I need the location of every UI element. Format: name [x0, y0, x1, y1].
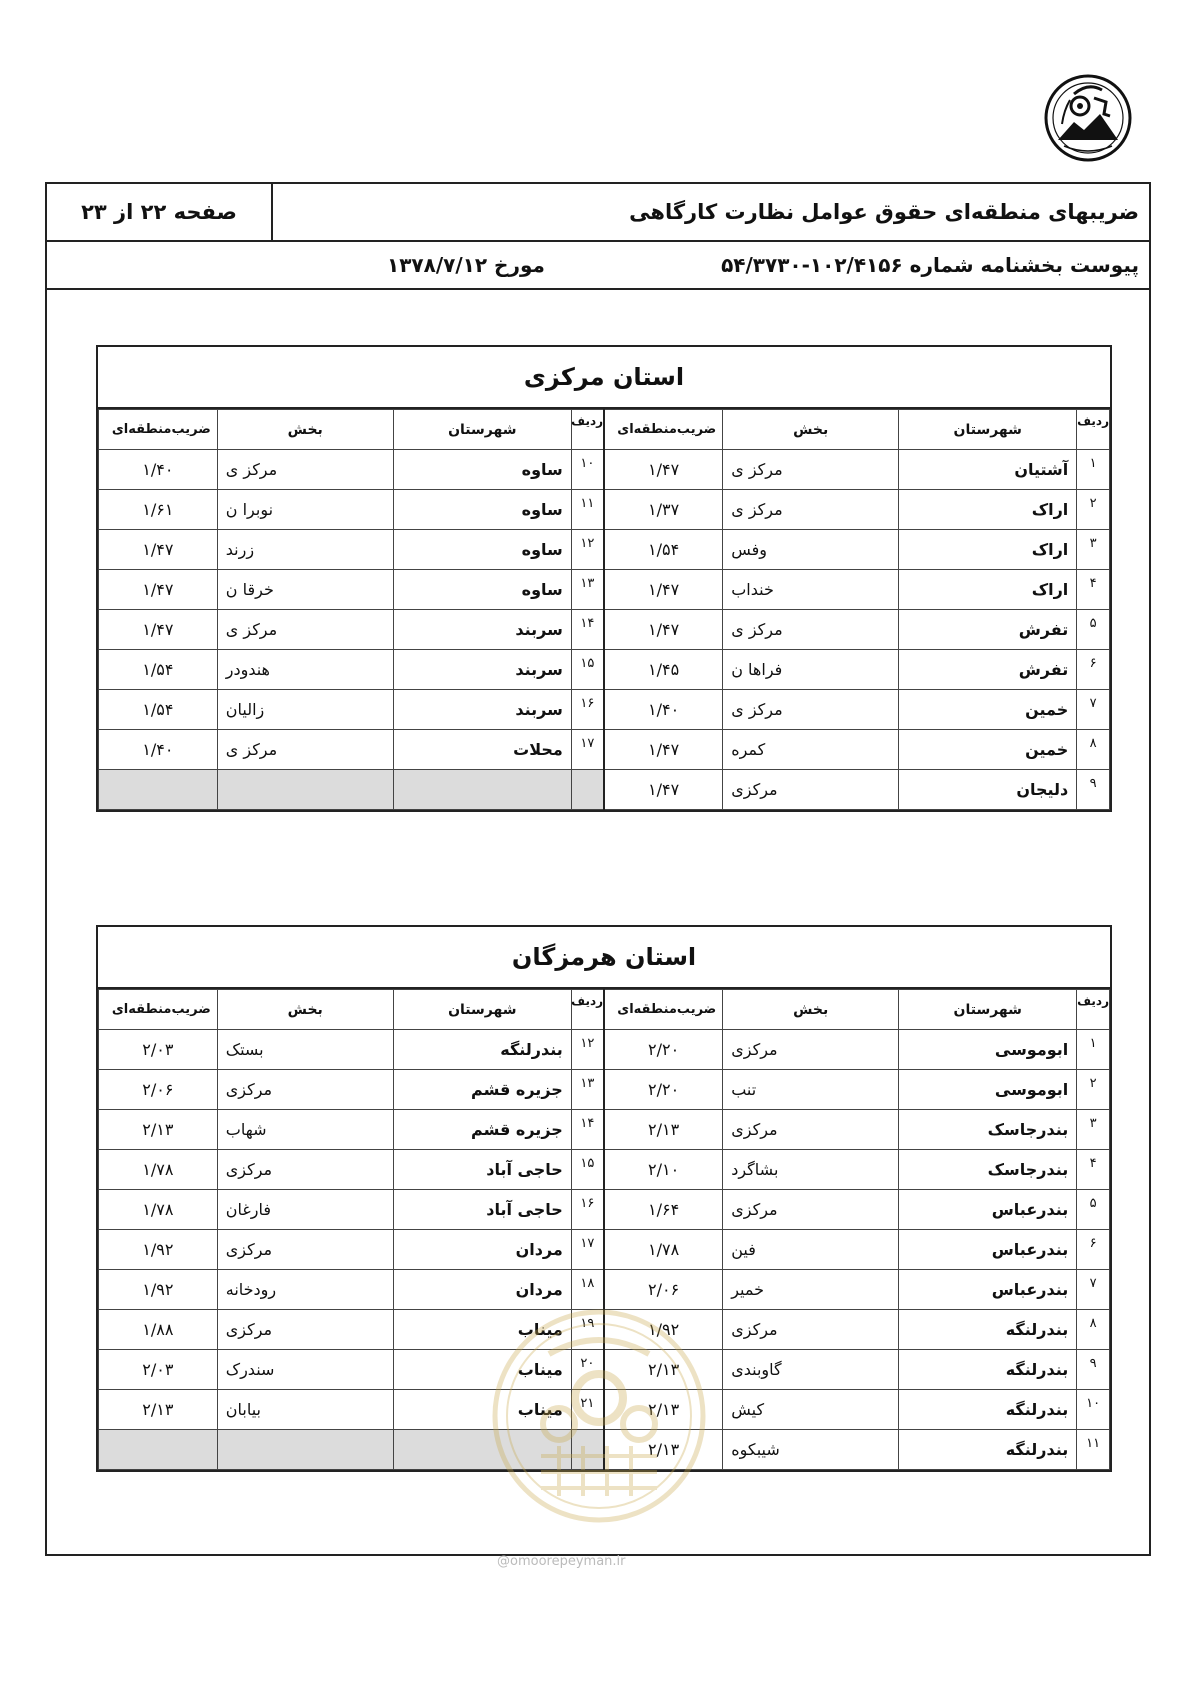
reference-row: [47, 242, 1149, 290]
table-row: [99, 450, 1110, 490]
row-number: ۱۲: [571, 1030, 604, 1070]
row-number: ۱۴: [571, 1110, 604, 1150]
row-number: ۱۴: [571, 610, 604, 650]
row-number: ۲۱: [571, 1390, 604, 1430]
coef-cell: ۲/۰۳: [99, 1030, 218, 1070]
city-cell: اراک: [899, 570, 1077, 610]
section-header: بخش: [217, 410, 393, 450]
circular-number: پیوست بخشنامه شماره ۱۰۲/۴۱۵۶-۵۴/۳۷۳۰: [721, 253, 1139, 277]
coef-cell: ۱/۴۷: [99, 530, 218, 570]
row-number: ۹: [1077, 1350, 1110, 1390]
city-header: شهرستان: [899, 410, 1077, 450]
city-cell: ابوموسی: [899, 1070, 1077, 1110]
table-row: [99, 1150, 1110, 1190]
city-cell: میناب: [393, 1310, 571, 1350]
row-number: ۶: [1077, 1230, 1110, 1270]
city-cell: بندرعباس: [899, 1190, 1077, 1230]
city-cell: بندرجاسک: [899, 1110, 1077, 1150]
table-row: [99, 730, 1110, 770]
table-row: [99, 1110, 1110, 1150]
coef-cell: ۲/۰۶: [99, 1070, 218, 1110]
coef-cell: ۱/۵۴: [99, 690, 218, 730]
city-cell: بندرلنگه: [899, 1310, 1077, 1350]
row-number: ۲: [1077, 490, 1110, 530]
section-cell: هندودر: [217, 650, 393, 690]
row-number: ۱۶: [571, 1190, 604, 1230]
coef-cell: ۱/۵۴: [604, 530, 723, 570]
section-cell: بستک: [217, 1030, 393, 1070]
section-cell: مرکز ی: [723, 690, 899, 730]
coef-cell: ۱/۴۷: [99, 570, 218, 610]
row-number: ۷: [1077, 1270, 1110, 1310]
organization-logo-icon: [1044, 74, 1132, 162]
city-cell: اراک: [899, 530, 1077, 570]
section-cell: مرکزی: [723, 1310, 899, 1350]
section-cell: مرکز ی: [217, 450, 393, 490]
section-header: بخش: [723, 410, 899, 450]
city-cell: جزیره قشم: [393, 1070, 571, 1110]
city-cell: حاجی آباد: [393, 1190, 571, 1230]
coefficient-table: [98, 409, 1110, 810]
city-cell: تفرش: [899, 650, 1077, 690]
city-cell: بندرلنگه: [393, 1030, 571, 1070]
city-cell: اراک: [899, 490, 1077, 530]
section-cell: نوبرا ن: [217, 490, 393, 530]
city-cell: دلیجان: [899, 770, 1077, 810]
row-number: ۴: [1077, 1150, 1110, 1190]
coef-cell: ۲/۲۰: [604, 1070, 723, 1110]
city-cell: جزیره قشم: [393, 1110, 571, 1150]
row-number: ۱: [1077, 450, 1110, 490]
coef-cell: [99, 770, 218, 810]
row-number: ۳: [1077, 530, 1110, 570]
city-cell: میناب: [393, 1390, 571, 1430]
table-row: [99, 770, 1110, 810]
coef-header: ضریب‌منطقه‌ای: [99, 410, 218, 450]
coef-cell: ۱/۸۸: [99, 1310, 218, 1350]
city-cell: خمین: [899, 730, 1077, 770]
city-cell: آشتیان: [899, 450, 1077, 490]
row-number: ۵: [1077, 1190, 1110, 1230]
coef-cell: ۱/۹۲: [99, 1230, 218, 1270]
table-row: [99, 1230, 1110, 1270]
section-cell: شهاب: [217, 1110, 393, 1150]
coef-cell: ۱/۴۰: [604, 690, 723, 730]
coef-cell: ۱/۴۵: [604, 650, 723, 690]
row-number: ۱۳: [571, 1070, 604, 1110]
row-header: ردیف: [1077, 410, 1110, 450]
table-header-row: [99, 410, 1110, 450]
city-cell: بندرجاسک: [899, 1150, 1077, 1190]
section-cell: خنداب: [723, 570, 899, 610]
row-number: ۲: [1077, 1070, 1110, 1110]
section-cell: مرکز ی: [723, 490, 899, 530]
city-cell: ابوموسی: [899, 1030, 1077, 1070]
coef-cell: ۱/۹۲: [604, 1310, 723, 1350]
city-cell: سربند: [393, 650, 571, 690]
row-number: ۱۸: [571, 1270, 604, 1310]
city-cell: بندرعباس: [899, 1230, 1077, 1270]
city-cell: ساوه: [393, 530, 571, 570]
coef-cell: ۲/۱۳: [99, 1390, 218, 1430]
table-row: [99, 1270, 1110, 1310]
city-cell: سربند: [393, 610, 571, 650]
coef-cell: ۲/۱۳: [604, 1110, 723, 1150]
section-header: بخش: [723, 990, 899, 1030]
section-cell: مرکزی: [217, 1230, 393, 1270]
section-cell: مرکزی: [723, 1030, 899, 1070]
city-cell: ساوه: [393, 570, 571, 610]
coef-header: ضریب‌منطقه‌ای: [604, 410, 723, 450]
section-cell: سندرک: [217, 1350, 393, 1390]
table-row: [99, 610, 1110, 650]
section-cell: [217, 770, 393, 810]
section-cell: فارغان: [217, 1190, 393, 1230]
coef-cell: ۱/۴۷: [99, 610, 218, 650]
row-number: ۱۵: [571, 650, 604, 690]
city-cell: بندرلنگه: [899, 1430, 1077, 1470]
coef-cell: ۱/۶۱: [99, 490, 218, 530]
city-cell: بندرلنگه: [899, 1390, 1077, 1430]
coef-cell: ۱/۴۷: [604, 450, 723, 490]
section-cell: کیش: [723, 1390, 899, 1430]
table-row: [99, 1190, 1110, 1230]
row-number: [571, 770, 604, 810]
coef-cell: ۱/۴۰: [99, 730, 218, 770]
city-header: شهرستان: [393, 410, 571, 450]
coef-cell: ۱/۷۸: [99, 1190, 218, 1230]
city-cell: تفرش: [899, 610, 1077, 650]
coef-cell: ۲/۱۳: [604, 1350, 723, 1390]
row-number: ۱۹: [571, 1310, 604, 1350]
city-header: شهرستان: [899, 990, 1077, 1030]
city-cell: میناب: [393, 1350, 571, 1390]
coef-cell: ۱/۷۸: [604, 1230, 723, 1270]
row-number: ۱۲: [571, 530, 604, 570]
row-number: ۱۳: [571, 570, 604, 610]
coef-cell: ۱/۴۰: [99, 450, 218, 490]
section-cell: مرکزی: [723, 770, 899, 810]
table-row: [99, 490, 1110, 530]
watermark-seal-icon: [489, 1306, 709, 1526]
city-cell: سربند: [393, 690, 571, 730]
section-cell: رودخانه: [217, 1270, 393, 1310]
coef-cell: ۱/۳۷: [604, 490, 723, 530]
section-cell: خرقا ن: [217, 570, 393, 610]
row-number: ۳: [1077, 1110, 1110, 1150]
row-number: ۱۰: [571, 450, 604, 490]
section-cell: زرند: [217, 530, 393, 570]
city-cell: [393, 770, 571, 810]
row-number: ۹: [1077, 770, 1110, 810]
coef-cell: ۲/۱۳: [604, 1430, 723, 1470]
city-cell: بندرلنگه: [899, 1350, 1077, 1390]
section-cell: مرکزی: [217, 1310, 393, 1350]
province-markazi-table: [96, 345, 1112, 812]
city-cell: ساوه: [393, 490, 571, 530]
section-cell: زالیان: [217, 690, 393, 730]
section-cell: فراها ن: [723, 650, 899, 690]
section-cell: مرکز ی: [217, 730, 393, 770]
coef-cell: ۲/۱۳: [99, 1110, 218, 1150]
row-number: ۱: [1077, 1030, 1110, 1070]
coef-cell: ۱/۶۴: [604, 1190, 723, 1230]
section-cell: خمیر: [723, 1270, 899, 1310]
section-cell: بشاگرد: [723, 1150, 899, 1190]
row-header: ردیف: [571, 990, 604, 1030]
city-cell: حاجی آباد: [393, 1150, 571, 1190]
watermark-url: @omoorepeyman.ir: [497, 1554, 626, 1569]
section-cell: مرکزی: [217, 1070, 393, 1110]
row-number: ۴: [1077, 570, 1110, 610]
section-cell: [217, 1430, 393, 1470]
coef-cell: ۱/۵۴: [99, 650, 218, 690]
table-header-row: [99, 990, 1110, 1030]
row-number: ۱۶: [571, 690, 604, 730]
table-row: [99, 530, 1110, 570]
title-row: [47, 184, 1149, 242]
province-title: استان هرمزگان: [98, 927, 1110, 989]
table-row: [99, 690, 1110, 730]
section-cell: شیبکوه: [723, 1430, 899, 1470]
row-number: ۵: [1077, 610, 1110, 650]
coef-cell: [99, 1430, 218, 1470]
section-cell: کمره: [723, 730, 899, 770]
document-title: ضریبهای منطقه‌ای حقوق عوامل نظارت کارگاهی: [629, 200, 1139, 224]
city-cell: بندرعباس: [899, 1270, 1077, 1310]
section-cell: گاوبندی: [723, 1350, 899, 1390]
row-header: ردیف: [1077, 990, 1110, 1030]
row-number: ۶: [1077, 650, 1110, 690]
city-cell: محلات: [393, 730, 571, 770]
row-number: ۱۵: [571, 1150, 604, 1190]
table-row: [99, 1070, 1110, 1110]
section-cell: تنب: [723, 1070, 899, 1110]
table-row: [99, 1030, 1110, 1070]
section-cell: مرکزی: [217, 1150, 393, 1190]
coef-cell: ۲/۱۰: [604, 1150, 723, 1190]
city-cell: ساوه: [393, 450, 571, 490]
section-cell: مرکزی: [723, 1110, 899, 1150]
section-cell: مرکزی: [723, 1190, 899, 1230]
coef-cell: ۱/۴۷: [604, 730, 723, 770]
coef-header: ضریب‌منطقه‌ای: [604, 990, 723, 1030]
coef-cell: ۱/۴۷: [604, 570, 723, 610]
section-cell: فین: [723, 1230, 899, 1270]
row-number: ۲۰: [571, 1350, 604, 1390]
coef-cell: ۲/۲۰: [604, 1030, 723, 1070]
table-row: [99, 570, 1110, 610]
section-cell: مرکز ی: [723, 450, 899, 490]
coef-cell: ۱/۴۷: [604, 770, 723, 810]
row-number: ۸: [1077, 1310, 1110, 1350]
city-header: شهرستان: [393, 990, 571, 1030]
section-header: بخش: [217, 990, 393, 1030]
coef-header: ضریب‌منطقه‌ای: [99, 990, 218, 1030]
row-number: ۸: [1077, 730, 1110, 770]
row-number: ۱۰: [1077, 1390, 1110, 1430]
coef-cell: ۱/۴۷: [604, 610, 723, 650]
page-number: صفحه ۲۲ از ۲۳: [47, 184, 273, 240]
row-number: ۱۱: [1077, 1430, 1110, 1470]
coef-cell: ۲/۰۶: [604, 1270, 723, 1310]
coef-cell: ۱/۹۲: [99, 1270, 218, 1310]
row-number: ۱۱: [571, 490, 604, 530]
row-number: ۷: [1077, 690, 1110, 730]
section-cell: وفس: [723, 530, 899, 570]
row-header: ردیف: [571, 410, 604, 450]
table-body: [99, 450, 1110, 810]
coef-cell: ۲/۰۳: [99, 1350, 218, 1390]
city-cell: مردان: [393, 1230, 571, 1270]
coef-cell: ۲/۱۳: [604, 1390, 723, 1430]
circular-date: مورخ ۱۳۷۸/۷/۱۲: [387, 253, 545, 277]
coef-cell: ۱/۷۸: [99, 1150, 218, 1190]
city-cell: خمین: [899, 690, 1077, 730]
city-cell: مردان: [393, 1270, 571, 1310]
table-row: [99, 650, 1110, 690]
row-number: ۱۷: [571, 1230, 604, 1270]
section-cell: بیابان: [217, 1390, 393, 1430]
row-number: ۱۷: [571, 730, 604, 770]
section-cell: مرکز ی: [217, 610, 393, 650]
section-cell: مرکز ی: [723, 610, 899, 650]
province-title: استان مرکزی: [98, 347, 1110, 409]
